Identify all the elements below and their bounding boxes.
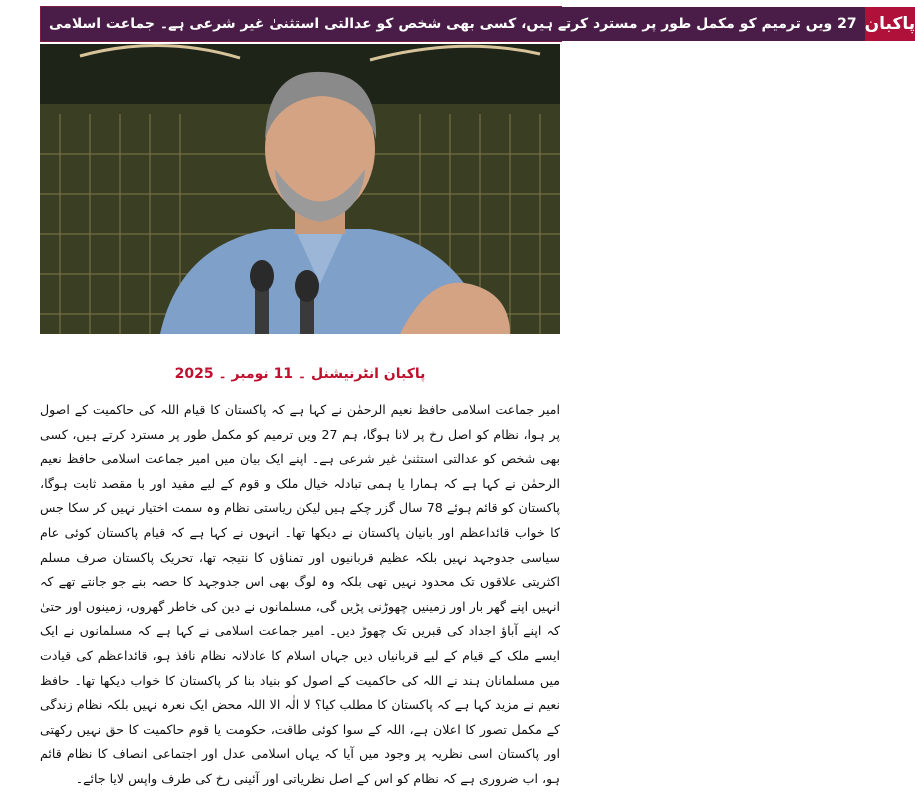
news-header xyxy=(40,6,915,42)
speaker-illustration xyxy=(40,44,560,334)
article-body: امیر جماعت اسلامی حافظ نعیم الرحمٰن نے کہا ہے کہ پاکستان کا قیام اللہ کی حاکمیت کے اصول پر ہوا، نظام کو اصل رخ پر لانا ہوگا، ہم 27 ویں ترمیم کو مکمل طور پر مسترد کرتے ہیں، کسی بھی شخص کو عدالتی استثنیٰ غیر شرعی ہے۔ اپنے ایک بیان میں امیر جماعت اسلامی حافظ نعیم الرحمٰن نے کہا ہے کہ ہمارا یا ہمی تبادلہ خیال ملک و قوم کے لیے مفید اور با مقصد ثابت ہوگا، پاکستان کو قائم ہوئے 78 سال گزر چکے ہیں لیکن ریاستی نظام وہ سمت اختیار نہیں کر سکا جس کا خواب قائداعظم اور بانیان پاکستان نے دیکھا تھا۔ انہوں نے کہا ہے کہ قیام پاکستان کوئی عام سیاسی جدوجہد نہیں بلکہ عظیم قربانیوں اور تمناؤں کا نتیجہ تھا، تحریک پاکستان صرف مسلم اکثریتی علاقوں تک محدود نہیں تھی بلکہ وہ لوگ بھی اس جدوجہد کا حصہ بنے جو جانتے تھے کہ انہیں اپنے گھر بار اور زمینیں چھوڑنی پڑیں گی، مسلمانوں نے دین کی خاطر گھروں، زمینوں اور حتیٰ کہ اپنے آباؤ اجداد کی قبریں تک چھوڑ دیں۔ امیر جماعت اسلامی نے کہا ہے کہ مسلمانوں نے ایک ایسے ملک کے قیام کے لیے قربانیاں دیں جہاں اسلام کا عادلانہ نظام نافذ ہو، قائداعظم کی قیادت میں مسلمانان ہند نے اللہ کی حاکمیت کے اصول کو بنیاد بنا کر پاکستان کا خواب دیکھا تھا۔ حافظ نعیم نے مزید کہا ہے کہ پاکستان کا مطلب کیا؟ لا الٰہ الا اللہ محض ایک نعرہ نہیں بلکہ نظام زندگی کے مکمل تصور کا اعلان ہے، اللہ کے سوا کوئی طاقت، حکومت یا قوم حاکمیت کا حق نہیں رکھتی اور پاکستان اسی نظریہ پر وجود میں آیا کہ یہاں اسلامی عدل اور اجتماعی انصاف کا نظام قائم ہو، اب ضروری ہے کہ نظام کو اس کے اصل نظریاتی اور آئینی رخ کی طرف واپس لایا جائے۔ xyxy=(40,402,560,786)
brand-label: پاکبان xyxy=(865,7,915,41)
news-photo xyxy=(40,44,560,334)
dateline: پاکبان انٹرنیشنل ۔ 11 نومبر ۔ 2025 xyxy=(174,366,426,382)
headline: 27 ویں ترمیم کو مکمل طور پر مسترد کرتے ہیں، کسی بھی شخص کو عدالتی استثنیٰ غیر شرعی ہے۔ جماعت اسلامی xyxy=(41,7,865,41)
